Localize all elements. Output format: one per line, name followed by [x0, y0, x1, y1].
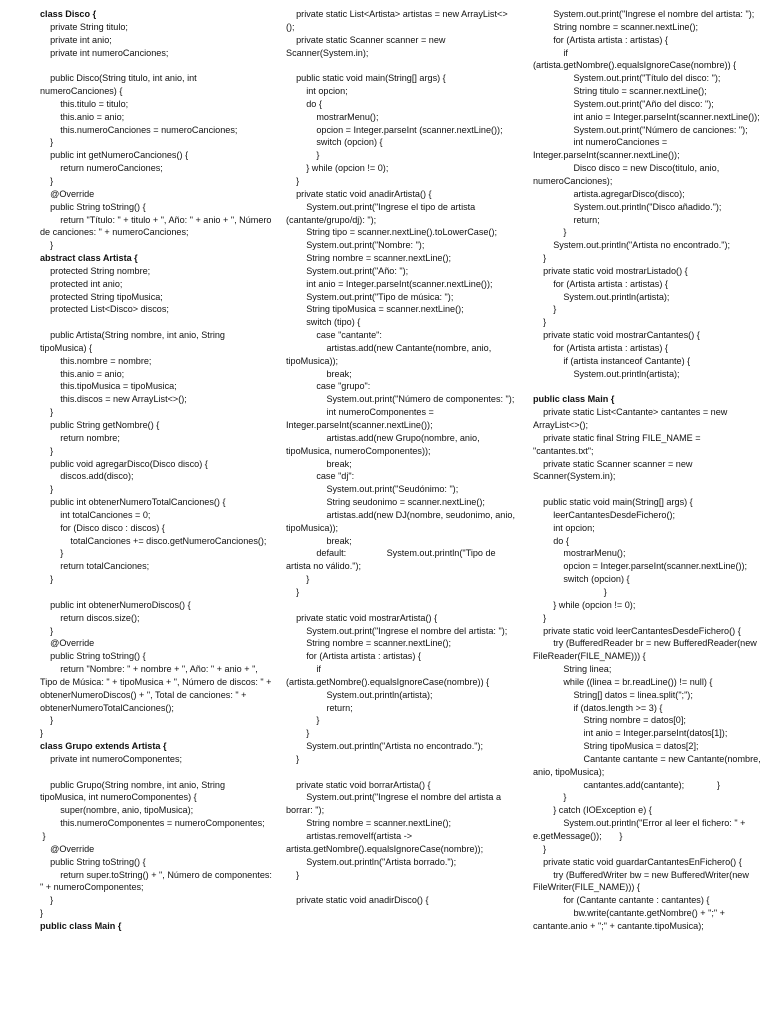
- code-line: String nombre = scanner.nextLine();: [286, 638, 452, 649]
- code-line: System.out.print("Año: ");: [286, 265, 409, 276]
- code-line: }: [40, 548, 64, 559]
- code-line: public int getNumeroCanciones() {: [40, 150, 189, 161]
- code-line: }: [533, 843, 547, 854]
- code-line: private String titulo;: [40, 21, 128, 32]
- code-line: if (artista.getNombre().equalsIgnoreCase(nombre)) {: [286, 664, 490, 687]
- code-line: public Grupo(String nombre, int anio, String tipoMusica, int numeroComponentes) {: [40, 779, 228, 803]
- code-line: String tipoMusica = datos[2];: [533, 741, 699, 752]
- code-line: mostrarMenu();: [533, 548, 626, 559]
- code-line: int totalCanciones = 0;: [40, 509, 151, 520]
- code-line: Cantante cantante = new Cantante(nombre, anio, tipoMusica);: [533, 753, 764, 777]
- code-line: }: [533, 304, 557, 315]
- code-line: [286, 766, 516, 779]
- code-line: cantantes.add(cantante); }: [533, 779, 721, 790]
- code-line: System.out.println("Disco añadido.");: [533, 201, 722, 212]
- code-line: switch (opcion) {: [286, 137, 383, 148]
- code-line: System.out.println("Error al leer el fichero: " + e.getMessage()); }: [533, 818, 748, 841]
- code-line: }: [40, 625, 54, 636]
- code-line: this.numeroComponentes = numeroComponentes;: [40, 818, 265, 829]
- code-line: private static void guardarCantantesEnFichero() {: [533, 856, 742, 867]
- code-line: private static void mostrarArtista() {: [286, 612, 438, 623]
- code-line: Disco disco = new Disco(titulo, anio, numeroCanciones);: [533, 163, 722, 186]
- code-line: }: [40, 484, 54, 495]
- code-line: private static final String FILE_NAME = "cantantes.txt";: [533, 432, 704, 456]
- code-line: @Override: [40, 638, 95, 649]
- code-line: return numeroCanciones;: [40, 163, 163, 174]
- code-line: super(nombre, anio, tipoMusica);: [40, 805, 194, 816]
- code-line: for (Artista artista : artistas) {: [286, 651, 421, 662]
- code-line: public String toString() {: [40, 651, 146, 662]
- code-line: [286, 881, 516, 894]
- code-line: this.anio = anio;: [40, 111, 125, 122]
- code-line: if (artista.getNombre().equalsIgnoreCase(nombre)) {: [533, 47, 737, 71]
- code-line: int numeroCanciones = Integer.parseInt(scanner.nextLine());: [533, 137, 680, 161]
- code-line: switch (opcion) {: [533, 574, 630, 585]
- code-line: return;: [533, 214, 600, 225]
- code-line: [40, 586, 272, 599]
- code-line: }: [286, 715, 320, 726]
- code-line: public int obtenerNumeroDiscos() {: [40, 599, 191, 610]
- code-line: }: [533, 612, 547, 623]
- code-line: System.out.println(artista);: [286, 689, 433, 700]
- code-line: }: [286, 728, 310, 739]
- code-line: discos.add(disco);: [40, 471, 134, 482]
- code-line: private static Scanner scanner = new Scanner(System.in);: [286, 34, 449, 58]
- code-line: for (Artista artista : artistas) {: [533, 34, 668, 45]
- code-line: [533, 483, 761, 496]
- class-declaration-line: class Disco {: [40, 9, 97, 19]
- code-line: this.anio = anio;: [40, 368, 125, 379]
- class-declaration-line: abstract class Artista {: [40, 253, 138, 264]
- code-line: artistas.removeIf(artista -> artista.getNombre().equalsIgnoreCase(nombre));: [286, 831, 484, 854]
- code-line: leerCantantesDesdeFichero();: [533, 509, 676, 520]
- code-line: public static void main(String[] args) {: [533, 497, 693, 508]
- code-line: String tipoMusica = scanner.nextLine();: [286, 304, 464, 315]
- code-line: int numeroComponentes = Integer.parseInt(scanner.nextLine());: [286, 407, 437, 430]
- code-line: this.discos = new ArrayList<>();: [40, 394, 187, 405]
- code-line: [40, 316, 272, 329]
- code-line: System.out.print("Tipo de música: ");: [286, 291, 454, 302]
- code-line: artistas.add(new Grupo(nombre, anio, tipoMusica, numeroComponentes));: [286, 432, 483, 456]
- code-line: [40, 766, 272, 779]
- code-line: if (datos.length >= 3) {: [533, 702, 663, 713]
- code-line: public String toString() {: [40, 201, 146, 212]
- code-line: private static List<Artista> artistas = new ArrayList<>();: [286, 9, 508, 32]
- code-line: int anio = Integer.parseInt(datos[1]);: [533, 728, 728, 739]
- code-line: System.out.print("Ingrese el nombre del artista: ");: [533, 9, 755, 19]
- code-line: }: [286, 586, 300, 597]
- code-line: System.out.print("Año del disco: ");: [533, 98, 714, 109]
- code-line: int anio = Integer.parseInt(scanner.nextLine());: [286, 278, 493, 289]
- code-line: this.numeroCanciones = numeroCanciones;: [40, 124, 238, 135]
- code-line: }: [286, 753, 300, 764]
- code-line: }: [533, 317, 547, 328]
- code-line: if (artista instanceof Cantante) {: [533, 355, 691, 366]
- code-line: String nombre = scanner.nextLine();: [286, 253, 452, 264]
- code-line: String linea;: [533, 664, 612, 675]
- code-line: }: [533, 586, 607, 597]
- code-column-3: [533, 8, 764, 933]
- code-line: while ((linea = br.readLine()) != null) {: [533, 676, 713, 687]
- code-line: private static List<Cantante> cantantes = new ArrayList<>();: [533, 407, 730, 430]
- code-line: for (Artista artista : artistas) {: [533, 278, 668, 289]
- code-line: System.out.println(artista);: [533, 291, 670, 302]
- code-line: [40, 59, 272, 72]
- code-line: private int numeroComponentes;: [40, 753, 183, 764]
- code-line: System.out.println("Artista no encontrado.");: [286, 741, 484, 752]
- code-line: public String getNombre() {: [40, 420, 160, 430]
- code-line: private int anio;: [40, 34, 112, 45]
- code-line: return totalCanciones;: [40, 561, 150, 572]
- code-line: do {: [533, 535, 569, 546]
- code-line: String nombre = scanner.nextLine();: [286, 818, 452, 829]
- code-line: int opcion;: [533, 522, 595, 533]
- code-line: }: [40, 895, 54, 906]
- code-line: break;: [286, 368, 352, 379]
- code-line: System.out.print("Número de componentes: ");: [286, 394, 515, 405]
- code-line: }: [533, 792, 567, 803]
- code-line: this.titulo = titulo;: [40, 98, 129, 109]
- code-line: switch (tipo) {: [286, 317, 361, 328]
- code-line: return discos.size();: [40, 612, 140, 623]
- code-line: try (BufferedReader br = new BufferedReader(new FileReader(FILE_NAME))) {: [533, 638, 760, 662]
- code-line: private int numeroCanciones;: [40, 47, 169, 58]
- code-line: private static void anadirArtista() {: [286, 188, 432, 199]
- code-line: totalCanciones += disco.getNumeroCanciones();: [40, 535, 267, 546]
- code-line: }: [40, 908, 44, 919]
- class-declaration-line: public class Main {: [40, 920, 122, 931]
- code-line: System.out.print("Nombre: ");: [286, 240, 425, 251]
- code-line: System.out.print("Ingrese el nombre del artista: ");: [286, 625, 508, 636]
- code-line: return;: [286, 702, 353, 713]
- code-line: protected List<Disco> discos;: [40, 304, 169, 315]
- code-line: this.nombre = nombre;: [40, 355, 152, 366]
- code-line: return super.toString() + ", Número de componentes: " + numeroComponentes;: [40, 869, 275, 893]
- code-line: String seudonimo = scanner.nextLine();: [286, 497, 485, 508]
- code-line: public void agregarDisco(Disco disco) {: [40, 458, 208, 469]
- code-line: [286, 599, 516, 612]
- code-line: break;: [286, 535, 352, 546]
- code-line: System.out.println("Artista no encontrado.");: [533, 240, 731, 251]
- code-line: } while (opcion != 0);: [286, 163, 389, 174]
- code-line: String nombre = datos[0];: [533, 715, 686, 726]
- code-line: }: [286, 574, 310, 585]
- code-line: do {: [286, 98, 322, 109]
- code-line: private static void mostrarListado() {: [533, 265, 688, 276]
- code-line: try (BufferedWriter bw = new BufferedWriter(new FileWriter(FILE_NAME))) {: [533, 869, 752, 893]
- code-line: }: [40, 715, 54, 726]
- code-line: for (Cantante cantante : cantantes) {: [533, 895, 710, 906]
- code-line: }: [40, 175, 54, 186]
- code-line: opcion = Integer.parseInt (scanner.nextLine());: [286, 124, 503, 135]
- code-line: return "Título: " + titulo + ", Año: " + anio + ", Número de canciones: " + numeroCanciones;: [40, 214, 275, 238]
- code-line: case "dj":: [286, 471, 355, 482]
- code-line: System.out.print("Ingrese el nombre del artista a borrar: ");: [286, 792, 504, 816]
- code-line: private static void leerCantantesDesdeFichero() {: [533, 625, 741, 636]
- code-line: System.out.print("Número de canciones: ");: [533, 124, 748, 135]
- code-line: protected String tipoMusica;: [40, 291, 163, 302]
- code-line: }: [40, 728, 44, 739]
- code-line: this.tipoMusica = tipoMusica;: [40, 381, 177, 392]
- class-declaration-line: class Grupo extends Artista {: [40, 741, 167, 752]
- code-line: public String toString() {: [40, 856, 146, 867]
- code-column-1: [40, 8, 275, 933]
- code-line: }: [40, 445, 54, 456]
- code-line: case "grupo":: [286, 381, 371, 392]
- code-line: } while (opcion != 0);: [533, 599, 636, 610]
- code-line: }: [40, 137, 54, 148]
- code-line: bw.write(cantante.getNombre() + ";" + cantante.anio + ";" + cantante.tipoMusica);: [533, 908, 728, 931]
- code-column-2: [286, 8, 516, 907]
- code-line: opcion = Integer.parseInt(scanner.nextLine());: [533, 561, 748, 572]
- code-line: int opcion;: [286, 86, 348, 97]
- code-line: }: [533, 253, 547, 264]
- code-line: protected int anio;: [40, 278, 123, 289]
- code-line: protected String nombre;: [40, 265, 151, 276]
- code-line: [533, 380, 761, 393]
- code-line: System.out.print("Ingrese el tipo de artista (cantante/grupo/dj): ");: [286, 201, 478, 225]
- code-line: artistas.add(new DJ(nombre, seudonimo, anio, tipoMusica));: [286, 509, 518, 533]
- code-line: [286, 59, 516, 72]
- code-line: int anio = Integer.parseInt(scanner.nextLine());: [533, 111, 760, 122]
- code-line: case "cantante":: [286, 330, 382, 341]
- code-line: for (Artista artista : artistas) {: [533, 342, 668, 353]
- code-line: @Override: [40, 188, 95, 199]
- code-line: }: [286, 175, 300, 186]
- code-line: private static void borrarArtista() {: [286, 779, 431, 790]
- code-line: System.out.print("Seudónimo: ");: [286, 484, 459, 495]
- code-line: private static void mostrarCantantes() {: [533, 330, 700, 341]
- code-line: }: [40, 831, 46, 841]
- code-line: public static void main(String[] args) {: [286, 73, 446, 84]
- code-line: private static Scanner scanner = new Scanner(System.in);: [533, 458, 696, 482]
- code-line: String nombre = scanner.nextLine();: [533, 21, 699, 32]
- code-line: return nombre;: [40, 432, 120, 443]
- code-line: System.out.println(artista);: [533, 368, 680, 379]
- code-line: artistas.add(new Cantante(nombre, anio, tipoMusica));: [286, 342, 494, 366]
- code-line: String[] datos = linea.split(";");: [533, 689, 693, 700]
- code-line: @Override: [40, 843, 95, 854]
- class-declaration-line: public class Main {: [533, 394, 615, 405]
- code-line: System.out.print("Título del disco: ");: [533, 73, 721, 84]
- code-line: default: System.out.println("Tipo de artista no válido.");: [286, 548, 499, 572]
- code-line: break;: [286, 458, 352, 469]
- code-line: for (Disco disco : discos) {: [40, 522, 165, 533]
- code-line: String titulo = scanner.nextLine();: [533, 86, 707, 97]
- code-line: }: [286, 869, 300, 880]
- code-line: mostrarMenu();: [286, 111, 379, 122]
- code-line: return "Nombre: " + nombre + ", Año: " + anio + ", Tipo de Música: " + tipoMusica + ", Número de discos: " + obtenerNumeroDiscos() + ", Total de canciones: " + obtenerNumeroTotalCanciones();: [40, 664, 275, 713]
- code-line: public int obtenerNumeroTotalCanciones() {: [40, 497, 226, 508]
- code-line: artista.agregarDisco(disco);: [533, 188, 685, 199]
- code-line: }: [40, 574, 54, 585]
- code-line: private static void anadirDisco() {: [286, 895, 429, 906]
- code-line: }: [40, 407, 54, 418]
- code-line: System.out.println("Artista borrado.");: [286, 856, 457, 867]
- code-line: public Artista(String nombre, int anio, String tipoMusica) {: [40, 330, 228, 353]
- code-line: }: [40, 240, 54, 251]
- code-line: }: [533, 227, 567, 238]
- code-line: } catch (IOException e) {: [533, 805, 652, 816]
- code-line: public Disco(String titulo, int anio, int numeroCanciones) {: [40, 73, 200, 97]
- code-line: String tipo = scanner.nextLine().toLowerCase();: [286, 227, 498, 238]
- code-line: }: [286, 150, 320, 161]
